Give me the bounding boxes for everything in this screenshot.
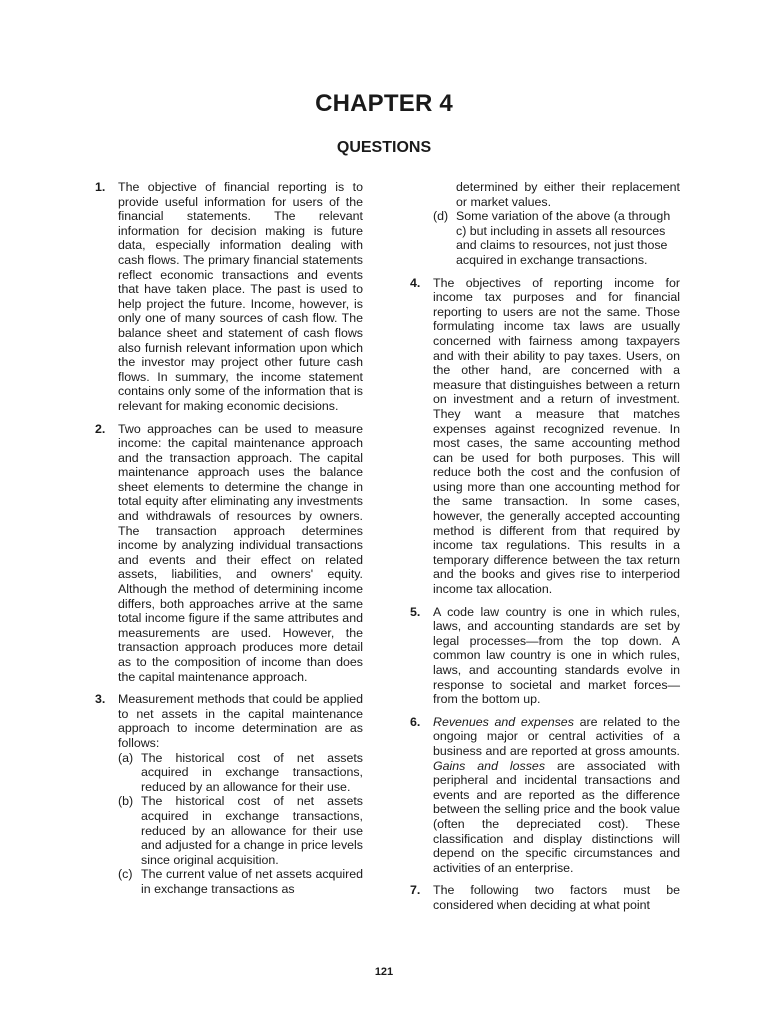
question-number: 5. bbox=[410, 604, 421, 619]
term-gains-losses: Gains and losses bbox=[433, 758, 546, 773]
list-item-continuation: determined by either their replacement or market values. bbox=[456, 180, 680, 209]
question-text: The following two factors must be considered when deciding at what point bbox=[433, 883, 680, 912]
chapter-title: CHAPTER 4 bbox=[315, 90, 453, 117]
list-item bbox=[118, 751, 363, 795]
list-item bbox=[118, 867, 363, 896]
list-item-text: The current value of net assets acquired in exchange transactions as bbox=[141, 867, 363, 896]
question-3 bbox=[95, 692, 363, 896]
question-number: 4. bbox=[410, 275, 421, 290]
question-text: Two approaches can be used to measure income: the capital maintenance approach and the transaction approach. The capital maintenance approach uses the balance sheet elements to determine the change in total equity after eliminating any investments and withdrawals of resources by owners. The transaction approach determines income by analyzing individual transactions and events and their effect on related assets, liabilities, and owners' equity. Although the method of determining income differs, both approaches arrive at the same total income figure if the same attributes and measurements are used. However, the transaction approach produces more detail as to the composition of income than does the capital maintenance approach. bbox=[118, 421, 363, 684]
question-text bbox=[433, 715, 680, 876]
question-text: The objective of financial reporting is to provide useful information for users of the financial statements. The relevant information for decision making is future data, especially information dealing with cash flows. The primary financial statements reflect economic transactions and events that have taken place. The past is used to help project the future. Income, however, is only one of many sources of cash flow. The balance sheet and statement of cash flows also furnish relevant information upon which the investor may project other future cash flows. In summary, the income statement contains only some of the information that is relevant for making economic decisions. bbox=[118, 180, 363, 413]
question-2 bbox=[95, 422, 363, 685]
page-number: 121 bbox=[374, 966, 394, 978]
list-item-label: (b) bbox=[118, 794, 134, 809]
question-text: A code law country is one in which rules, laws, and accounting standards are set by legal processes—from the top down. A common law country is one in which rules, laws, and accounting standards evolve in response to societal and market forces—from the bottom up. bbox=[433, 604, 680, 707]
question-5 bbox=[410, 605, 680, 707]
question-text: Measurement methods that could be applied to net assets in the capital maintenance approach to income determination are as follows: bbox=[118, 692, 363, 750]
list-item-label: (c) bbox=[118, 867, 133, 882]
question-number: 7. bbox=[410, 883, 421, 898]
question-number: 1. bbox=[95, 180, 106, 194]
question-text-part: are associated with peripheral and incidental transactions and events and are reported as the difference between the selling price and the book value (often the depreciated cost). These classification and display distinctions will depend on the specific circumstances and activities of an enterprise. bbox=[433, 758, 680, 875]
section-title: QUESTIONS bbox=[336, 139, 432, 156]
list-item-label: (a) bbox=[118, 750, 134, 765]
list-item bbox=[118, 794, 363, 867]
question-6 bbox=[410, 715, 680, 876]
left-column bbox=[95, 180, 363, 905]
list-item bbox=[410, 209, 680, 267]
list-item-text: The historical cost of net assets acquired in exchange transactions, reduced by an allowance for their use. bbox=[141, 750, 363, 794]
question-number: 2. bbox=[95, 421, 106, 436]
question-4 bbox=[410, 276, 680, 597]
question-text: The objectives of reporting income for income tax purposes and for financial reporting to users are not the same. Those formulating income tax laws are usually concerned with fairness among taxpayers and with their ability to pay taxes. Users, on the other hand, are concerned with a measure that distinguishes between a return on investment and a return of investment. They want a measure that matches expenses against recognized revenue. In most cases, the same accounting method can be used for both purposes. This will reduce both the cost and the confusion of using more than one accounting method for the same transaction. In some cases, however, the generally accepted accounting method is different from that required by income tax regulations. This results in a temporary difference between the tax return and the books and gives rise to interperiod income tax allocation. bbox=[433, 275, 680, 597]
list-item-text: Some variation of the above (a through c) but including in assets all resources and claims to resources, not just those acquired in exchange transactions. bbox=[456, 209, 671, 267]
question-number: 3. bbox=[95, 692, 106, 707]
question-text-part: are related to the ongoing major or central activities of a business and are reported at gross amounts. bbox=[433, 714, 680, 758]
term-revenues-expenses: Revenues and expenses bbox=[433, 714, 574, 729]
question-number: 6. bbox=[410, 714, 421, 729]
right-column bbox=[410, 180, 680, 921]
question-1 bbox=[95, 180, 363, 414]
list-item-text: The historical cost of net assets acquired in exchange transactions, reduced by an allowance for their use and adjusted for a change in price levels since original acquisition. bbox=[141, 794, 363, 867]
list-item-label: (d) bbox=[433, 209, 449, 224]
question-7 bbox=[410, 883, 680, 912]
